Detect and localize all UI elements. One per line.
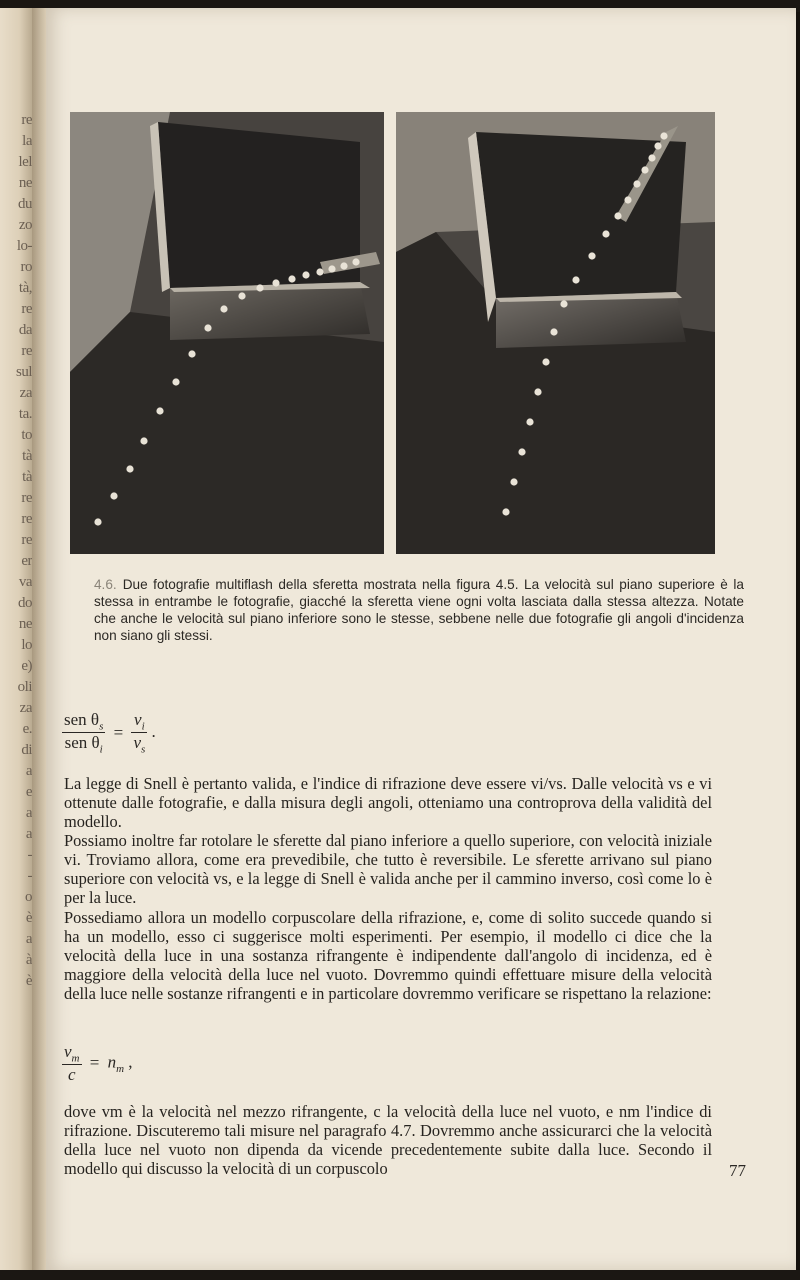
snell-lhs-num: sen θ — [64, 710, 100, 729]
left-page-fragment: a — [25, 763, 32, 779]
ball — [352, 258, 359, 265]
left-page-fragment: re — [21, 301, 32, 317]
left-page-fragment: er — [21, 553, 32, 569]
ball — [624, 196, 631, 203]
left-page-fragment: oli — [17, 679, 32, 695]
left-page-fragment: lo — [21, 637, 32, 653]
ball — [602, 230, 609, 237]
book-gutter — [32, 8, 46, 1270]
ball — [288, 275, 295, 282]
left-page-fragment: di — [21, 742, 32, 758]
left-page-fragment: re — [21, 532, 32, 548]
figure-caption-text: Due fotografie multiflash della sferetta mostrata nella figura 4.5. La velocità sul piano superiore è la stessa in entrambe le fotografie, giacché la sferetta viene ogni volta lasciata dalla stessa altezza. Notate che anche le velocità sul piano inferiore sono le stesse, sebbene nelle due fotografie gli angoli d'incidenza non siano gli stessi. — [94, 576, 744, 644]
left-page-fragment: lel — [18, 154, 32, 170]
ball — [542, 358, 549, 365]
ball — [238, 292, 245, 299]
left-page-fragment: è — [25, 973, 32, 989]
snell-lhs-den: sen θ — [64, 733, 100, 753]
left-page-fragment: - — [27, 868, 32, 884]
snell-equals: = — [113, 722, 124, 742]
ball — [633, 180, 640, 187]
left-page-fragment: e) — [21, 658, 32, 674]
left-page-fragment: za — [19, 700, 32, 716]
left-page-fragment: a — [25, 931, 32, 947]
book-page — [46, 8, 796, 1270]
left-page-fragment: ne — [18, 175, 32, 191]
ball — [526, 418, 533, 425]
ball — [94, 518, 101, 525]
snell-rhs-fraction — [131, 710, 147, 756]
ball — [560, 300, 567, 307]
snell-lhs-den-sub: i — [99, 743, 103, 756]
snell-rhs-den-sub: s — [140, 743, 146, 756]
left-page-fragment: a — [25, 826, 32, 842]
left-page-fragment: va — [18, 574, 32, 590]
snell-lhs-fraction — [62, 710, 105, 756]
left-page-fragment: tà, — [18, 280, 32, 296]
left-page-fragment: à — [25, 952, 32, 968]
formula-n-rhs: n — [107, 1052, 117, 1072]
page-number: 77 — [729, 1161, 746, 1180]
ball — [614, 212, 621, 219]
ball — [220, 305, 227, 312]
ball — [641, 166, 648, 173]
formula-n-tail: , — [128, 1052, 133, 1072]
photo-a-drawing — [70, 112, 384, 554]
ball — [302, 271, 309, 278]
left-page-fragment: re — [21, 343, 32, 359]
left-page-edge — [0, 8, 32, 1270]
ball — [328, 265, 335, 272]
ball — [340, 262, 347, 269]
paragraph-snell-valid: La legge di Snell è pertanto valida, e l'indice di rifrazione deve essere vi/vs. Dalle velocità vs e vi ottenute dalle fotografie, e dalla misura degli angoli, otteniamo una controprova della validità del modello. — [64, 774, 712, 832]
left-page-fragment: ro — [20, 259, 32, 275]
ball — [172, 378, 179, 385]
left-page-fragment: to — [21, 427, 32, 443]
left-page-fragment: tà — [22, 469, 32, 485]
ball — [188, 350, 195, 357]
left-page-fragment: a — [25, 805, 32, 821]
snell-rhs-den: v — [133, 733, 141, 753]
ball — [588, 252, 595, 259]
snell-tail: . — [151, 721, 156, 741]
left-page-fragment: e. — [22, 721, 32, 737]
left-page-fragment: re — [21, 490, 32, 506]
left-page-fragment: re — [21, 112, 32, 128]
formula-n-rhs-sub: m — [116, 1063, 125, 1075]
left-page-fragment: - — [27, 847, 32, 863]
paragraph-medium-velocity: dove vm è la velocità nel mezzo rifrangente, c la velocità della luce nel vuoto, e nm l'indice di rifrazione. Discuteremo tali misure nel paragrafo 4.7. Dovremmo anche assicurarci che la velocità della luce nel vuoto non dipenda da vicende precedentemente subite dalla luce. Secondo il modello qui discusso la velocità di un corpuscolo — [64, 1102, 712, 1179]
vm-over-c-fraction — [62, 1042, 82, 1085]
left-page-fragment: e — [25, 784, 32, 800]
left-page-fragment: lo- — [16, 238, 32, 254]
left-page-fragment: re — [21, 511, 32, 527]
ball — [518, 448, 525, 455]
left-page-fragment: da — [18, 322, 32, 338]
ball — [660, 132, 667, 139]
snell-lhs-num-sub: s — [99, 720, 104, 733]
photo-b-drawing — [396, 112, 715, 554]
left-page-fragment: o — [25, 889, 32, 905]
left-page-fragment: zo — [18, 217, 32, 233]
figure-caption — [94, 576, 744, 645]
bottom-dark-edge — [0, 1270, 800, 1280]
photo-multiflash-a — [70, 112, 384, 554]
ball — [110, 492, 117, 499]
ball — [648, 154, 655, 161]
left-page-fragment: za — [19, 385, 32, 401]
ball — [156, 407, 163, 414]
left-page-fragment: la — [22, 133, 32, 149]
snell-formula — [62, 710, 156, 756]
left-page-fragment: è — [25, 910, 32, 926]
figure-label: 4.6. — [94, 576, 117, 592]
left-page-fragment: ta. — [18, 406, 32, 422]
paragraph-reversible: Possiamo inoltre far rotolare le sferette dal piano inferiore a quello superiore, con velocità iniziale vi. Troviamo allora, come era prevedibile, che tutto è reversibile. Le sferette arrivano sul piano superiore con velocità vs, e la legge di Snell è valida anche per il cammino inverso, così come lo è per la luce. — [64, 831, 712, 908]
snell-rhs-num: v — [134, 710, 142, 729]
ball — [534, 388, 541, 395]
ball — [510, 478, 517, 485]
ball — [550, 328, 557, 335]
ball — [256, 284, 263, 291]
ball — [654, 142, 661, 149]
snell-rhs-num-sub: i — [141, 720, 145, 733]
ball — [316, 268, 323, 275]
ball — [140, 437, 147, 444]
photo-multiflash-b — [396, 112, 715, 554]
ball — [126, 465, 133, 472]
formula-n-num: v — [64, 1042, 72, 1061]
left-page-fragment: tà — [22, 448, 32, 464]
left-page-fragment: ne — [18, 616, 32, 632]
left-page-fragment: do — [18, 595, 32, 611]
formula-n-num-sub: m — [71, 1052, 80, 1065]
ball — [272, 279, 279, 286]
ball — [572, 276, 579, 283]
ball — [204, 324, 211, 331]
paragraph-corpuscular-model: Possediamo allora un modello corpuscolare della rifrazione, e, come di solito succede quando si ha un modello, esso ci suggerisce molti esperimenti. Per esempio, il modello ci dice che la velocità della luce in una sostanza rifrangente è indipendente dall'angolo di incidenza, ed è maggiore della velocità della luce nel vuoto. Dovremmo quindi effettuare misure della velocità della luce nelle sostanze rifrangenti e in particolare dovremmo verificare se rispettano la relazione: — [64, 908, 712, 1004]
formula-n-den: c — [67, 1065, 76, 1085]
refraction-index-formula — [62, 1042, 133, 1085]
left-page-fragment: sul — [15, 364, 32, 380]
ball — [502, 508, 509, 515]
left-page-fragment: du — [18, 196, 32, 212]
formula-n-equals: = — [89, 1052, 100, 1072]
